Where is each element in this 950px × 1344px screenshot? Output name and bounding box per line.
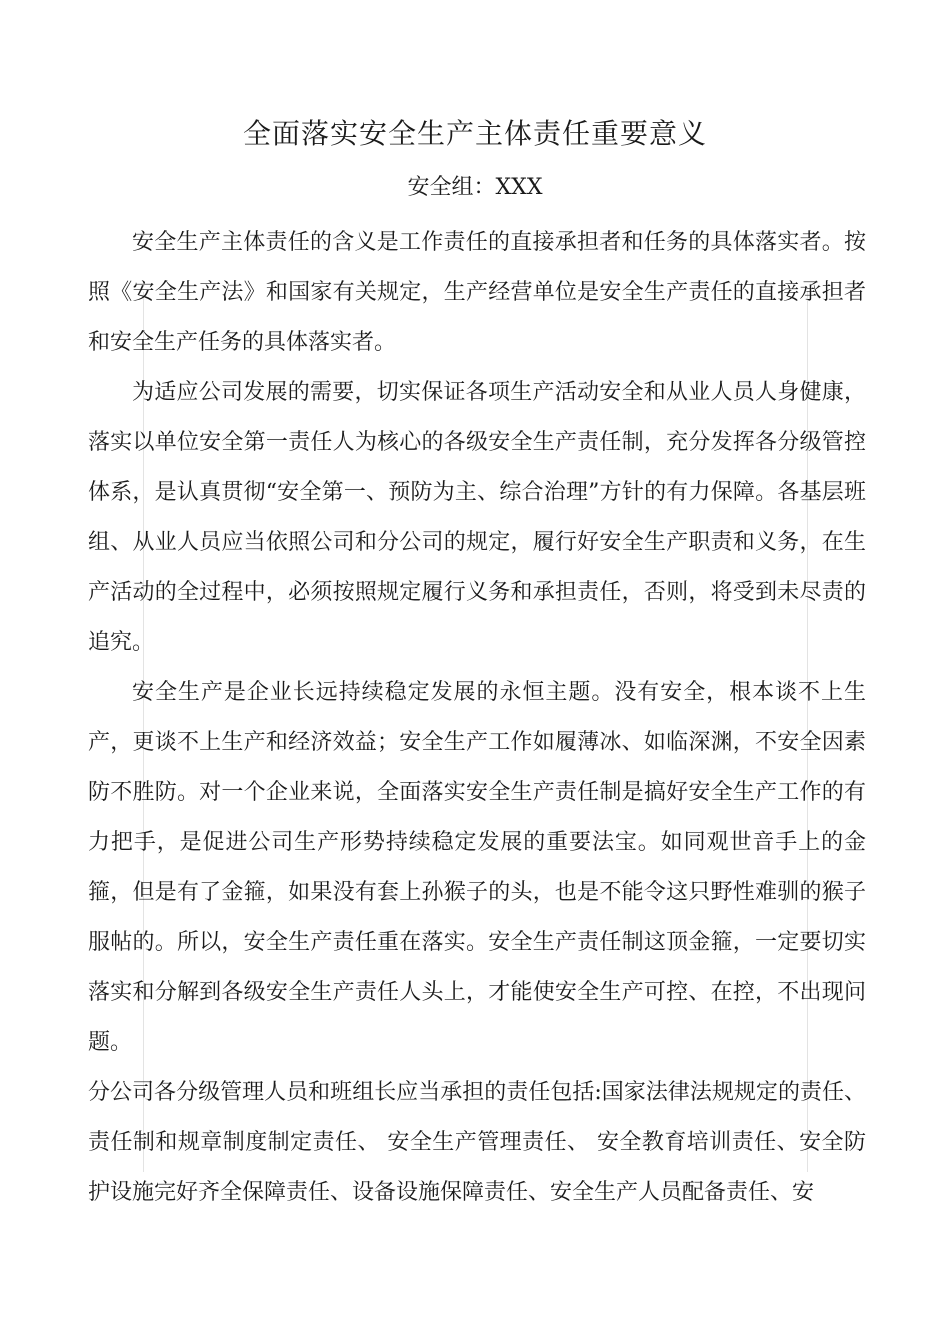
paragraph-1: 安全生产主体责任的含义是工作责任的直接承担者和任务的具体落实者。按照《安全生产法》和国家有关规定，生产经营单位是安全生产责任的直接承担者和安全生产任务的具体落实者。 (88, 230, 866, 355)
document-author: 安全组：XXX (407, 175, 543, 200)
document-title: 全面落实安全生产主体责任重要意义 (242, 117, 707, 150)
document-body (88, 218, 866, 1218)
paragraph-4: 分公司各分级管理人员和班组长应当承担的责任包括:国家法律法规规定的责任、责任制和规章制度制定责任、 安全生产管理责任、 安全教育培训责任、安全防护设施完好齐全保障责任、设备设施保障责任、安全生产人员配备责任、安 (88, 1080, 866, 1205)
paragraph-2: 为适应公司发展的需要，切实保证各项生产活动安全和从业人员人身健康，落实以单位安全第一责任人为核心的各级安全生产责任制，充分发挥各分级管控体系，是认真贯彻“安全第一、预防为主、综合治理”方针的有力保障。各基层班组、从业人员应当依照公司和分公司的规定，履行好安全生产职责和义务，在生产活动的全过程中，必须按照规定履行义务和承担责任，否则，将受到未尽责的追究。 (88, 380, 866, 655)
paragraph-3: 安全生产是企业长远持续稳定发展的永恒主题。没有安全，根本谈不上生产，更谈不上生产和经济效益；安全生产工作如履薄冰、如临深渊，不安全因素防不胜防。对一个企业来说，全面落实安全生产责任制是搞好安全生产工作的有力把手，是促进公司生产形势持续稳定发展的重要法宝。如同观世音手上的金箍，但是有了金箍，如果没有套上孙猴子的头，也是不能令这只野性难驯的猴子服帖的。所以，安全生产责任重在落实。安全生产责任制这顶金箍，一定要切实落实和分解到各级安全生产责任人头上，才能使安全生产可控、在控，不出现问题。 (88, 680, 866, 1055)
